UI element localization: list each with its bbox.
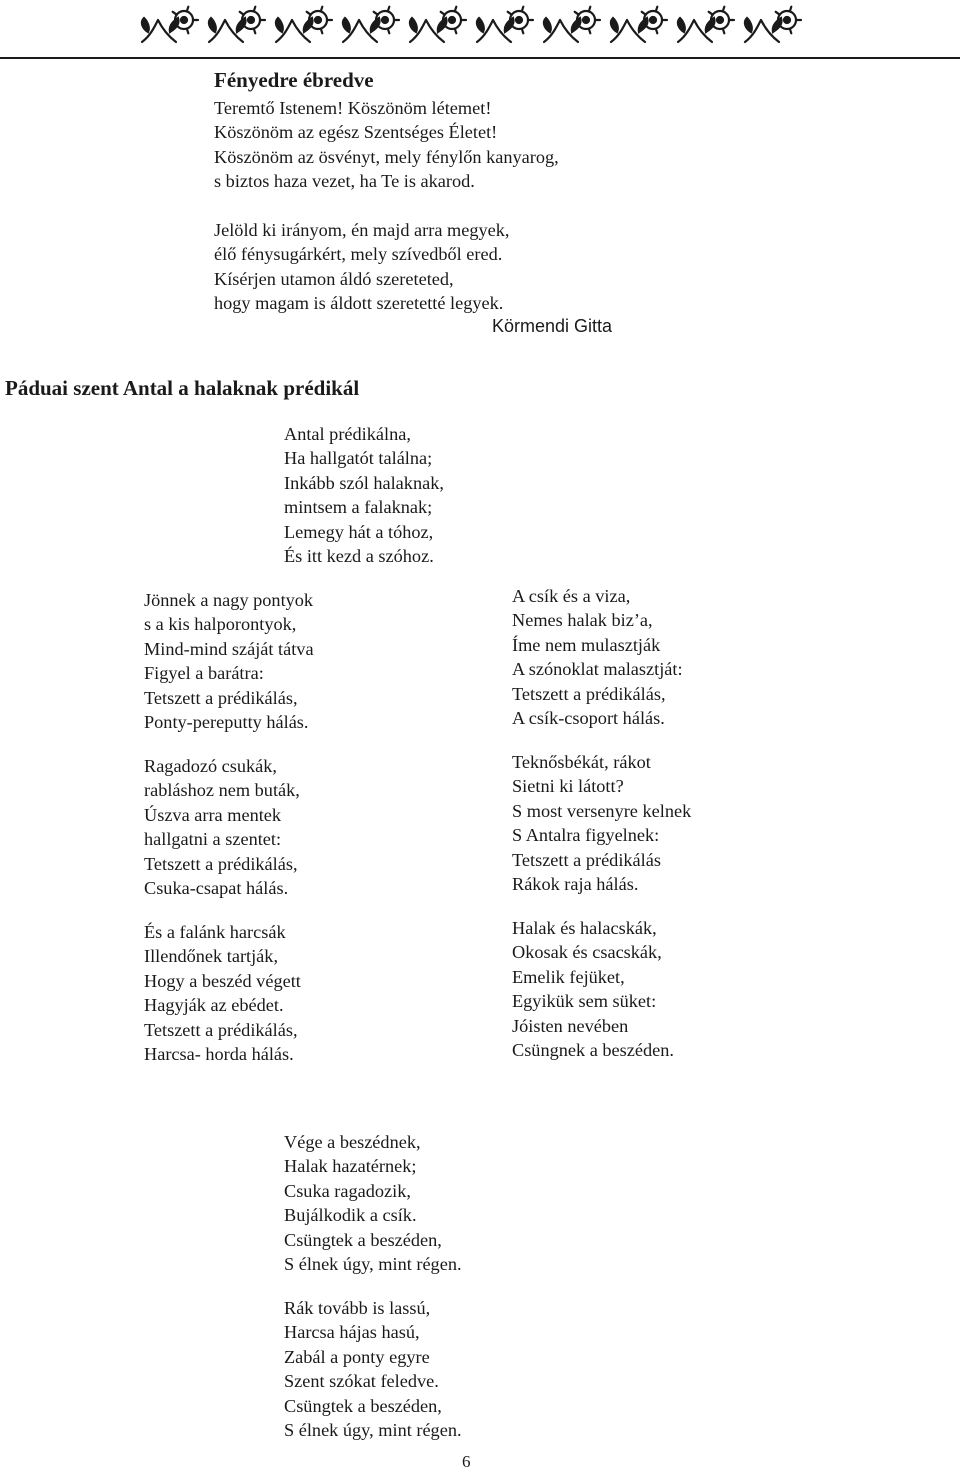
poem1-stanza-2 xyxy=(214,218,509,316)
poem2-left-stanza-2 xyxy=(144,754,300,900)
poem-line: Csüngnek a beszéden. xyxy=(512,1040,674,1061)
poem2-right-stanza-3 xyxy=(512,916,674,1062)
flower-motif-icon xyxy=(544,7,600,42)
flower-motif-icon xyxy=(343,7,399,42)
poem-title-paduai: Páduai szent Antal a halaknak prédikál xyxy=(5,376,360,400)
poem-line: Tetszett a prédikálás xyxy=(512,849,661,870)
poem-line: Ragadozó csukák, xyxy=(144,756,278,776)
poem-line: Kísérjen utamon áldó szereteted, xyxy=(214,268,454,289)
poem-line: Szent szókat feledve. xyxy=(284,1371,439,1392)
poem-line: Úszva arra mentek xyxy=(144,804,282,825)
poem-line: Harcsa- horda hálás. xyxy=(144,1044,294,1065)
poem-line: s a kis halporontyok, xyxy=(144,614,297,635)
poem-line: Teremtő Istenem! Köszönöm létemet! xyxy=(214,98,492,118)
poem-line: Nemes halak biz’a, xyxy=(512,610,653,631)
poem-line: hallgatni a szentet: xyxy=(144,829,282,850)
poem-line: A csík és a viza, xyxy=(512,586,631,606)
poem-line: élő fénysugárkért, mely szívedből ered. xyxy=(214,244,503,265)
flower-motif-icon xyxy=(745,7,801,42)
poem-line: s biztos haza vezet, ha Te is akarod. xyxy=(214,171,475,192)
flower-motif-icon xyxy=(477,7,533,42)
header-rule xyxy=(0,57,960,59)
poem2-left-stanza-3 xyxy=(144,920,301,1066)
poem-line: Halak és halacskák, xyxy=(512,918,657,938)
poem-author: Körmendi Gitta xyxy=(492,316,613,336)
poem2-closing-stanza-1 xyxy=(284,1130,462,1276)
poem-line: Ponty-pereputty hálás. xyxy=(144,712,309,733)
floral-border-icon xyxy=(136,2,806,48)
poem-line: Illendőnek tartják, xyxy=(144,946,279,967)
flower-motif-icon xyxy=(142,7,198,42)
flower-motif-icon xyxy=(209,7,265,42)
poem-line: Jóisten nevében xyxy=(512,1015,629,1036)
poem-line: Sietni ki látott? xyxy=(512,776,624,797)
flower-motif-icon xyxy=(276,7,332,42)
poem-line: A csík-csoport hálás. xyxy=(512,708,665,729)
poem-line: Halak hazatérnek; xyxy=(284,1156,417,1177)
poem-line: És a falánk harcsák xyxy=(144,922,286,942)
poem-line: Csüngtek a beszéden, xyxy=(284,1229,442,1250)
poem-line: Csüngtek a beszéden, xyxy=(284,1395,442,1416)
poem-line: Jönnek a nagy pontyok xyxy=(144,590,314,610)
poem-line: S Antalra figyelnek: xyxy=(512,825,660,846)
poem-line: mintsem a falaknak; xyxy=(284,497,433,518)
flower-motif-icon xyxy=(678,7,734,42)
poem-line: Bujálkodik a csík. xyxy=(284,1205,417,1226)
poem-line: Hogy a beszéd végett xyxy=(144,970,301,991)
flower-motif-icon xyxy=(611,7,667,42)
poem-line: Jelöld ki irányom, én majd arra megyek, xyxy=(214,220,510,240)
poem-line: Tetszett a prédikálás, xyxy=(144,687,298,708)
poem-line: Okosak és csacskák, xyxy=(512,942,662,963)
poem-title-fenyedre: Fényedre ébredve xyxy=(214,68,374,92)
poem-line: Tetszett a prédikálás, xyxy=(144,853,298,874)
poem-line: Mind-mind száját tátva xyxy=(144,638,314,659)
poem-line: S most versenyre kelnek xyxy=(512,800,692,821)
poem-line: Köszönöm az ösvényt, mely fénylőn kanyarog, xyxy=(214,146,559,167)
poem1-stanza-1 xyxy=(214,96,559,194)
page-number: 6 xyxy=(462,1452,471,1471)
poem-line: Harcsa hájas hasú, xyxy=(284,1322,420,1343)
poem-line: S élnek úgy, mint régen. xyxy=(284,1254,462,1275)
poem2-closing-stanza-2 xyxy=(284,1296,462,1442)
poem-line: Figyel a barátra: xyxy=(144,663,264,684)
poem-line: Ha hallgatót találna; xyxy=(284,448,433,469)
poem-line: Íme nem mulasztják xyxy=(512,634,661,655)
poem-line: És itt kezd a szóhoz. xyxy=(284,546,434,567)
poem-line: rabláshoz nem buták, xyxy=(144,780,300,801)
poem2-right-stanza-1 xyxy=(512,584,683,730)
poem-line: Rákok raja hálás. xyxy=(512,874,639,895)
poem-line: Tetszett a prédikálás, xyxy=(144,1019,298,1040)
poem-line: Lemegy hát a tóhoz, xyxy=(284,521,434,542)
poem-line: Tetszett a prédikálás, xyxy=(512,683,666,704)
poem2-right-stanza-2 xyxy=(512,750,691,896)
poem2-intro-stanza xyxy=(284,422,444,568)
poem-line: hogy magam is áldott szeretetté legyek. xyxy=(214,293,504,314)
poem-line: Hagyják az ebédet. xyxy=(144,995,284,1016)
poem-line: S élnek úgy, mint régen. xyxy=(284,1420,462,1441)
poem-line: A szónoklat malasztját: xyxy=(512,659,683,680)
poem-line: Rák tovább is lassú, xyxy=(284,1298,431,1318)
poem-line: Teknősbékát, rákot xyxy=(512,752,651,772)
poem-line: Antal prédikálna, xyxy=(284,424,411,444)
poem-line: Zabál a ponty egyre xyxy=(284,1346,430,1367)
poem-line: Vége a beszédnek, xyxy=(284,1132,421,1152)
poem-line: Emelik fejüket, xyxy=(512,966,625,987)
flower-motif-icon xyxy=(410,7,466,42)
poem-line: Köszönöm az egész Szentséges Életet! xyxy=(214,122,498,143)
poem2-left-stanza-1 xyxy=(144,588,314,734)
poem-line: Inkább szól halaknak, xyxy=(284,472,444,493)
poem-line: Csuka ragadozik, xyxy=(284,1180,411,1201)
poem-line: Egyikük sem süket: xyxy=(512,991,657,1012)
poem-line: Csuka-csapat hálás. xyxy=(144,878,289,899)
